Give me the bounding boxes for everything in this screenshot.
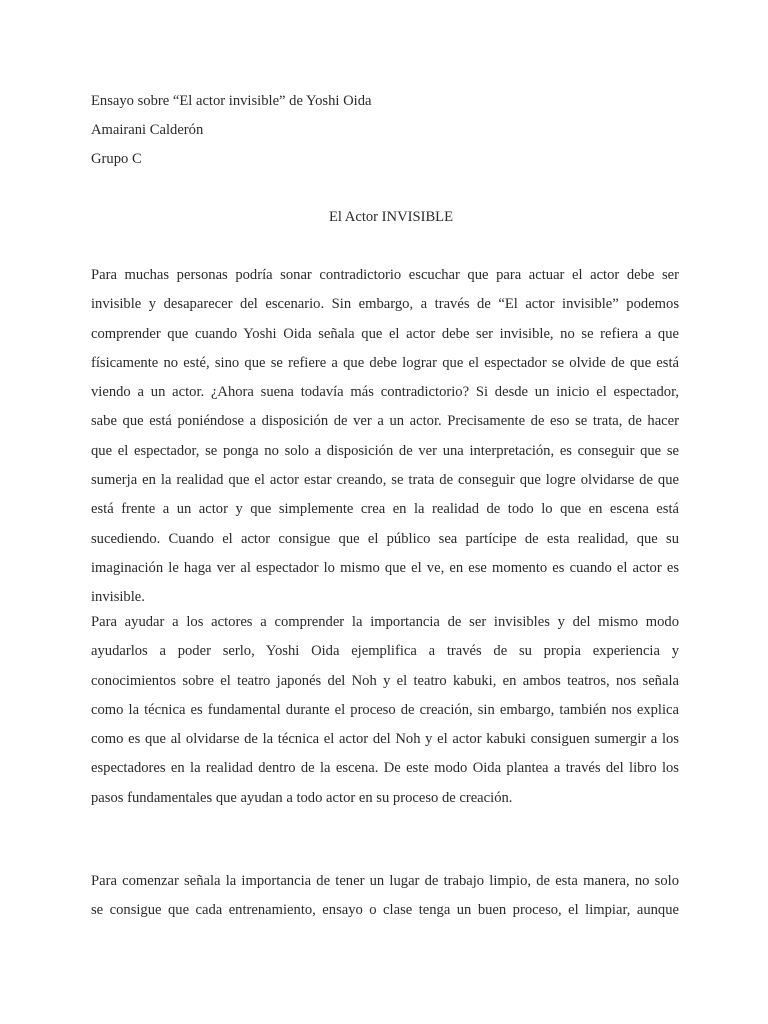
paragraph-line: sabe que está poniéndose a disposición de ver a un actor. Precisamente de eso se trata, de hacer	[91, 413, 679, 430]
group-label: Grupo C	[91, 151, 142, 167]
paragraph-line: invisible.	[91, 589, 145, 606]
paragraph-line: comprender que cuando Yoshi Oida señala que el actor debe ser invisible, no se refiera a que	[91, 325, 679, 342]
paragraph-line: ayudarlos a poder serlo, Yoshi Oida ejemplifica a través de su propia experiencia y	[91, 643, 679, 660]
document-title: El Actor INVISIBLE	[328, 209, 454, 225]
paragraph-1	[91, 261, 679, 613]
paragraph-line: pasos fundamentales que ayudan a todo actor en su proceso de creación.	[91, 789, 513, 806]
paragraph-line: físicamente no esté, sino que se refiere a que debe lograr que el espectador se olvide de que está	[91, 354, 679, 371]
paragraph-3	[91, 867, 679, 926]
paragraph-line: está frente a un actor y que simplemente crea en la realidad de todo lo que en escena está	[91, 501, 679, 518]
essay-heading-line: Ensayo sobre “El actor invisible” de Yoshi Oida	[91, 93, 372, 109]
paragraph-line: conocimientos sobre el teatro japonés del Noh y el teatro kabuki, en ambos teatros, nos señala	[91, 672, 679, 689]
paragraph-line: imaginación le haga ver al espectador lo mismo que el ve, en ese momento es cuando el actor es	[91, 559, 679, 576]
paragraph-line: sucediendo. Cuando el actor consigue que el público sea partícipe de esta realidad, que su	[91, 530, 679, 547]
paragraph-line: Para comenzar señala la importancia de tener un lugar de trabajo limpio, de esta manera, no solo	[91, 873, 679, 889]
paragraph-line: Para ayudar a los actores a comprender la importancia de ser invisibles y del mismo modo	[91, 614, 679, 630]
paragraph-line: invisible y desaparecer del escenario. Sin embargo, a través de “El actor invisible” podemos	[91, 296, 679, 313]
paragraph-line: se consigue que cada entrenamiento, ensayo o clase tenga un buen proceso, el limpiar, aunque	[91, 902, 679, 919]
paragraph-line: Para muchas personas podría sonar contradictorio escuchar que para actuar el actor debe ser	[91, 267, 679, 283]
paragraph-2	[91, 608, 679, 813]
author-name: Amairani Calderón	[91, 122, 204, 138]
paragraph-line: viendo a un actor. ¿Ahora suena todavía más contradictorio? Si desde un inicio el espectador,	[91, 384, 679, 401]
paragraph-line: espectadores en la realidad dentro de la escena. De este modo Oida plantea a través del libro los	[91, 760, 679, 777]
paragraph-line: sumerja en la realidad que el actor estar creando, se trata de conseguir que logre olvidarse de que	[91, 472, 679, 489]
paragraph-line: como es que al olvidarse de la técnica el actor del Noh y el actor kabuki consiguen sumergir a los	[91, 731, 679, 748]
paragraph-line: que el espectador, se ponga no solo a disposición de ver una interpretación, es conseguir que se	[91, 442, 679, 459]
paragraph-line: como la técnica es fundamental durante el proceso de creación, sin embargo, también nos explica	[91, 701, 679, 718]
